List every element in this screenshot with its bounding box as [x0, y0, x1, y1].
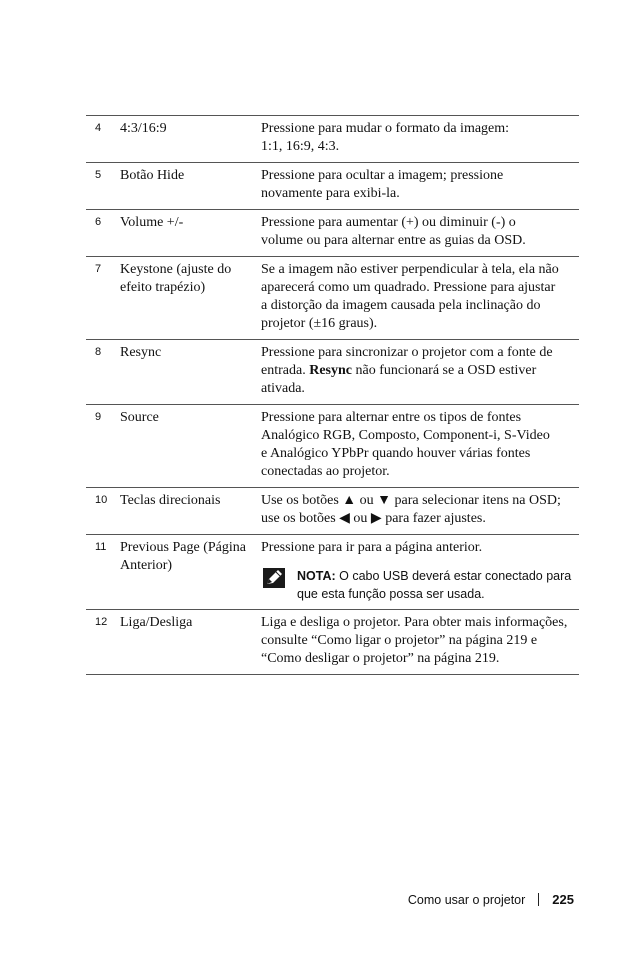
- page-footer: [408, 892, 574, 907]
- row-number: 7: [95, 263, 102, 275]
- row-feature: Liga/Desliga: [120, 615, 193, 630]
- row-description: [261, 261, 579, 333]
- desc-line: e Analógico YPbPr quando houver várias fontes: [261, 446, 531, 461]
- table-row: [86, 257, 579, 340]
- row-number: 10: [95, 494, 108, 506]
- row-description: [261, 344, 556, 398]
- row-number: 6: [95, 216, 102, 228]
- row-description: [261, 492, 579, 528]
- desc-line: Pressione para ocultar a imagem; pressione: [261, 168, 504, 183]
- desc-line: aparecerá como um quadrado. Pressione para ajustar: [261, 280, 556, 295]
- page-number: 225: [552, 892, 574, 907]
- row-number: 4: [95, 122, 102, 134]
- footer-section-title: Como usar o projetor: [407, 892, 526, 907]
- desc-line: Pressione para aumentar (+) ou diminuir (-) o: [261, 215, 516, 230]
- row-number: 5: [95, 169, 102, 181]
- desc-line: “Como desligar o projetor” na página 219.: [261, 651, 500, 666]
- row-description: [261, 214, 579, 250]
- pencil-note-icon: [263, 568, 285, 588]
- desc-line: use os botões ◀ ou ▶ para fazer ajustes.: [261, 511, 486, 526]
- note-body: O cabo USB deverá estar conectado para que esta função possa ser usada.: [297, 569, 572, 601]
- desc-line: volume ou para alternar entre as guias da OSD.: [261, 233, 526, 248]
- desc-line: Analógico RGB, Composto, Component-i, S-Video: [261, 428, 550, 443]
- table-row: [86, 488, 579, 535]
- table-row: [86, 340, 579, 405]
- row-description: [261, 409, 579, 481]
- row-feature: Botão Hide: [120, 168, 185, 183]
- row-description: [261, 120, 579, 156]
- row-number: 11: [95, 541, 107, 553]
- desc-line: projetor (±16 graus).: [261, 316, 378, 331]
- table-row: [86, 610, 579, 675]
- table-row: [86, 163, 579, 210]
- desc-line: Liga e desliga o projetor. Para obter mais informações,: [261, 615, 568, 630]
- desc-line: 1:1, 16:9, 4:3.: [261, 139, 340, 154]
- footer-divider: [538, 893, 539, 906]
- row-description: [261, 614, 579, 668]
- desc-line: a distorção da imagem causada pela inclinação do: [261, 298, 541, 313]
- controls-table: [86, 115, 579, 675]
- desc-line: Pressione para alternar entre os tipos de fontes: [261, 410, 522, 425]
- desc-keyword: Resync: [309, 363, 352, 378]
- table-row: [86, 535, 579, 610]
- row-description: [261, 167, 579, 203]
- note-box: [261, 567, 577, 603]
- desc-line: conectadas ao projetor.: [261, 464, 390, 479]
- table-row: [86, 210, 579, 257]
- row-description: [261, 539, 579, 603]
- row-feature: Volume +/-: [120, 215, 184, 230]
- row-feature: Keystone (ajuste do efeito trapézio): [120, 262, 232, 295]
- desc-text: não funcionará se a OSD estiver ativada.: [261, 363, 537, 396]
- row-feature: Source: [120, 410, 159, 425]
- row-number: 12: [95, 616, 108, 628]
- row-feature: Teclas direcionais: [120, 493, 221, 508]
- row-feature: 4:3/16:9: [120, 121, 167, 136]
- desc-line: consulte “Como ligar o projetor” na página 219 e: [261, 633, 538, 648]
- desc-line: Pressione para mudar o formato da imagem:: [261, 121, 510, 136]
- desc-line: novamente para exibi-la.: [261, 186, 400, 201]
- note-text: [297, 567, 577, 603]
- desc-line: Use os botões ▲ ou ▼ para selecionar itens na OSD;: [261, 493, 561, 508]
- desc-line: Se a imagem não estiver perpendicular à tela, ela não: [261, 262, 559, 277]
- row-number: 8: [95, 346, 102, 358]
- table-row: [86, 116, 579, 163]
- desc-line: Pressione para ir para a página anterior.: [261, 540, 483, 555]
- table-row: [86, 405, 579, 488]
- note-label: NOTA:: [297, 569, 336, 583]
- row-number: 9: [95, 411, 102, 423]
- row-feature: Previous Page (Página Anterior): [120, 540, 246, 573]
- row-feature: Resync: [120, 345, 162, 360]
- desc-text: Pressione para sincronizar o projetor com a fonte de entrada.: [261, 345, 553, 378]
